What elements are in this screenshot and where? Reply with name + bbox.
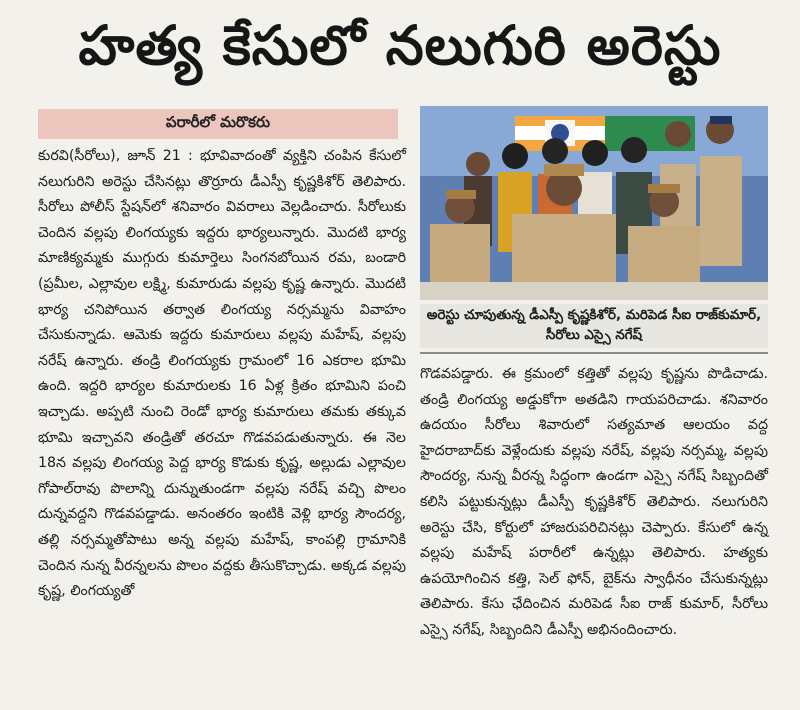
police-press-photo <box>420 106 768 300</box>
news-photo <box>420 106 768 300</box>
article-text-right: గొడవపడ్డారు. ఈ క్రమంలో కత్తితో వల్లపు కృష్ణను పొడిచాడు. తండ్రి లింగయ్య అడ్డుకోగా అతడిని గాయపరిచాడు. శనివారం ఉదయం సీరోలు శివారులో సత్యమాత ఆలయం వద్ద హైదరాబాద్‌కు వెళ్లేందుకు వల్లపు నరేష్, వల్లపు నర్సమ్మ, వల్లపు సౌందర్య, నున్న వీరన్న సిద్ధంగా ఉండగా ఎస్సై నగేష్ సిబ్బందితో కలిసి పట్టుకున్నట్లు డీఎస్పీ కృష్ణకిశోర్ తెలిపారు. నలుగురిని అరెస్టు చేసి, కోర్టులో హాజరుపరిచినట్లు చెప్పారు. కేసులో ఉన్న వల్లపు మహేష్ పరారీలో ఉన్నట్లు తెలిపారు. హత్యకు ఉపయోగించిన కత్తి, సెల్ ఫోన్, బైక్‌ను స్వాధీనం చేసుకున్నట్లు తెలిపారు. కేసు ఛేదించిన మరిపెడ సీఐ రాజ్ కుమార్, సీరోలు ఎస్సై నగేష్, సిబ్బందిని డీఎస్పీ అభినందించారు. <box>420 366 768 638</box>
headline: హత్య కేసులో నలుగురి అరెస్టు <box>78 13 722 77</box>
photo-caption: అరెస్టు చూపుతున్న డీఎస్పీ కృష్ణకిశోర్, మరిపెడ సీఐ రాజ్‌కుమార్, సీరోలు ఎస్సై నగేష్ <box>420 304 768 348</box>
article-column-left <box>38 144 406 605</box>
article-text-left: కురవి(సీరోలు), జూన్ 21 : భూవివాదంతో వ్యక్తిని చంపిన కేసులో నలుగురిని అరెస్టు చేసినట్లు తొర్రూరు డీఎస్పీ కృష్ణకిశోర్ తెలిపారు. సీరోలు పోలీస్ స్టేషన్‌లో శనివారం వివరాలు వెల్లడించారు. సీరోలుకు చెందిన వల్లపు లింగయ్యకు ఇద్దరు భార్యలున్నారు. మొదటి భార్య మాణిక్యమ్మకు ముగ్గురు కుమార్తెలు సింగనబోయిన రమ, బండారి (ప్రమీల, ఎల్లావుల లక్ష్మి, కుమారుడు వల్లపు కృష్ణ ఉన్నారు. మొదటి భార్య చనిపోయిన తర్వాత లింగయ్య నర్సమ్మను వివాహం చేసుకున్నాడు. ఆమెకు ఇద్దరు కుమారులు వల్లపు మహేష్, వల్లపు నరేష్ ఉన్నారు. తండ్రి లింగయ్యకు గ్రామంలో 16 ఎకరాల భూమి ఉంది. ఇద్దరి భార్యల కుమారులకు 16 ఏళ్ల క్రితం భూమిని పంచి ఇచ్చాడు. అప్పటి నుంచి రెండో భార్య కుమారులు తమకు తక్కువ భూమి ఇచ్చావని తండ్రితో తరచూ గొడవపడుతున్నారు. ఈ నెల 18న వల్లపు లింగయ్య పెద్ద భార్య కొడుకు కృష్ణ, అల్లుడు ఎల్లావుల గోపాల్‌రావు పొలాన్ని దున్నుతుండగా వల్లపు నరేష్ వచ్చి పొలం దున్నవద్దని గొడవపడ్డాడు. అనంతరం ఇంటికి వెళ్లి భార్య సౌందర్య, తల్లి నర్సమ్మతోపాటు అన్న వల్లపు మహేష్, కాంపల్లి గ్రామానికి చెందిన నున్న వీరన్నలను పొలం వద్దకు తీసుకొచ్చాడు. అక్కడ వల్లపు కృష్ణ, లింగయ్యతో <box>38 148 406 600</box>
caption-divider <box>420 352 768 354</box>
article-column-right <box>420 362 768 644</box>
subheadline: పరారీలో మరొకరు <box>38 109 398 139</box>
